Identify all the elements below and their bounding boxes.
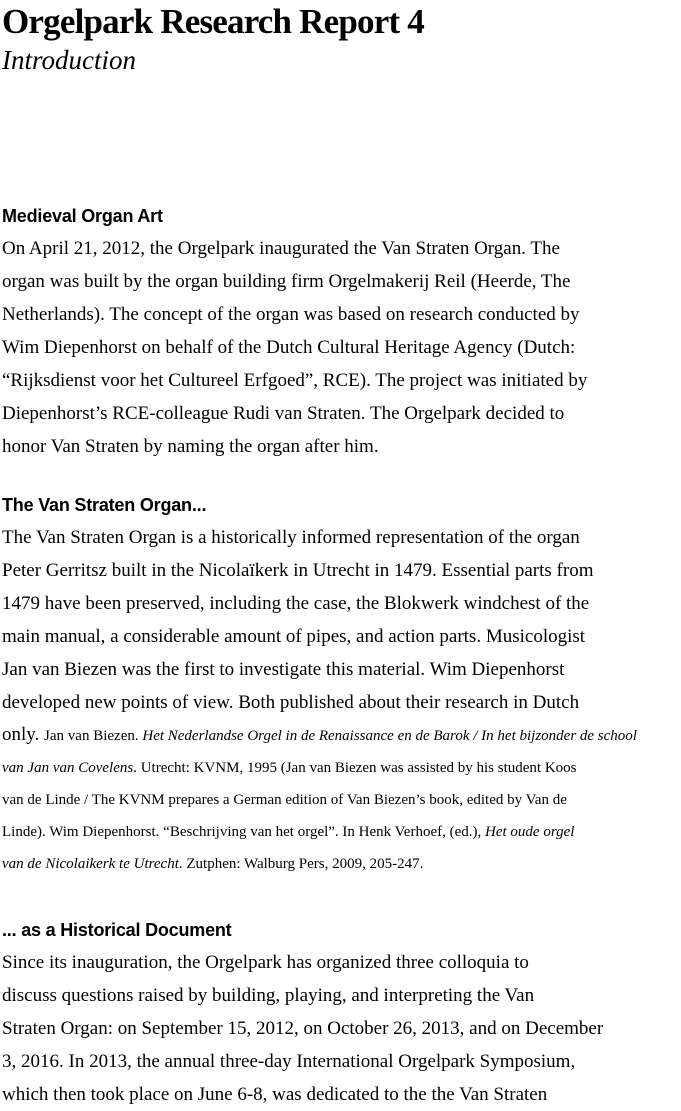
text-segment: On April 21, 2012, the Orgelpark inaugurated the Van Straten Organ. The [2, 238, 560, 259]
text-segment: organ was built by the organ building firm Orgelmakerij Reil (Heerde, The [2, 271, 571, 292]
text-line [2, 587, 679, 620]
section-body-text [2, 521, 679, 719]
text-segment: Jan van Biezen was the first to investigate this material. Wim Diepenhorst [2, 659, 565, 680]
text-segment: only. [2, 724, 45, 745]
text-segment: discuss questions raised by building, playing, and interpreting the Van [2, 985, 535, 1006]
text-line [2, 719, 679, 752]
section-heading: The Van Straten Organ... [2, 495, 207, 515]
text-line [2, 554, 679, 587]
text-segment: Jan van Biezen. [44, 728, 143, 744]
text-line [2, 1045, 679, 1078]
text-segment: developed new points of view. Both published about their research in Dutch [2, 692, 580, 713]
section-heading: ... as a Historical Document [2, 920, 232, 940]
text-line [2, 232, 679, 265]
text-segment: Wim Diepenhorst on behalf of the Dutch Cultural Heritage Agency (Dutch: [2, 337, 576, 358]
text-segment: The Van Straten Organ is a historically informed representation of the organ [2, 527, 580, 548]
bibliography-note [2, 719, 679, 880]
text-segment: Het oude orgel [485, 824, 575, 840]
text-segment: Het Nederlandse Orgel in de Renaissance en de Barok / In het bijzonder de school [142, 728, 637, 744]
text-line [2, 816, 679, 848]
text-segment: Linde). Wim Diepenhorst. “Beschrijving van het orgel”. In Henk Verhoef, (ed.), [2, 824, 486, 840]
text-line [2, 364, 679, 397]
text-segment: van de Nicolaikerk te Utrecht [2, 856, 179, 872]
text-line [2, 1078, 679, 1111]
section-body-text [2, 232, 679, 463]
text-line [2, 430, 679, 463]
text-line [2, 265, 679, 298]
text-segment: Diepenhorst’s RCE-colleague Rudi van Straten. The Orgelpark decided to [2, 403, 565, 424]
text-line [2, 521, 679, 554]
text-segment: . Utrecht: KVNM, 1995 (Jan van Biezen was assisted by his student Koos [133, 760, 577, 776]
text-segment: “Rijksdienst voor het Cultureel Erfgoed”, RCE). The project was initiated by [2, 370, 588, 391]
report-subtitle: Introduction [2, 45, 136, 75]
text-segment: van Jan van Covelens [2, 760, 134, 776]
section-medieval-organ-art [2, 204, 679, 463]
text-segment: 3, 2016. In 2013, the annual three-day International Orgelpark Symposium, [2, 1051, 576, 1072]
text-line [2, 848, 679, 880]
text-line [2, 1012, 679, 1045]
text-segment: Peter Gerritsz built in the Nicolaïkerk in Utrecht in 1479. Essential parts from [2, 560, 594, 581]
text-segment: Netherlands). The concept of the organ was based on research conducted by [2, 304, 580, 325]
text-segment: van de Linde / The KVNM prepares a German edition of Van Biezen’s book, edited by Van de [2, 792, 567, 808]
section-heading: Medieval Organ Art [2, 206, 163, 226]
text-line [2, 686, 679, 719]
text-segment: which then took place on June 6-8, was dedicated to the the Van Straten [2, 1084, 548, 1105]
section-van-straten-organ [2, 493, 679, 880]
text-line [2, 979, 679, 1012]
section-historical-document [2, 918, 679, 1111]
text-segment: Straten Organ: on September 15, 2012, on October 26, 2013, and on December [2, 1018, 604, 1039]
text-line [2, 397, 679, 430]
text-line [2, 752, 679, 784]
text-line [2, 946, 679, 979]
text-segment: main manual, a considerable amount of pipes, and action parts. Musicologist [2, 626, 586, 647]
text-line [2, 653, 679, 686]
text-segment: honor Van Straten by naming the organ after him. [2, 436, 379, 457]
text-segment: . Zutphen: Walburg Pers, 2009, 205-247. [178, 856, 424, 872]
text-segment: 1479 have been preserved, including the case, the Blokwerk windchest of the [2, 593, 590, 614]
text-line [2, 784, 679, 816]
text-line [2, 331, 679, 364]
text-line [2, 620, 679, 653]
section-body-text [2, 946, 679, 1111]
text-line [2, 298, 679, 331]
report-title: Orgelpark Research Report 4 [2, 2, 424, 41]
text-segment: Since its inauguration, the Orgelpark has organized three colloquia to [2, 952, 529, 973]
